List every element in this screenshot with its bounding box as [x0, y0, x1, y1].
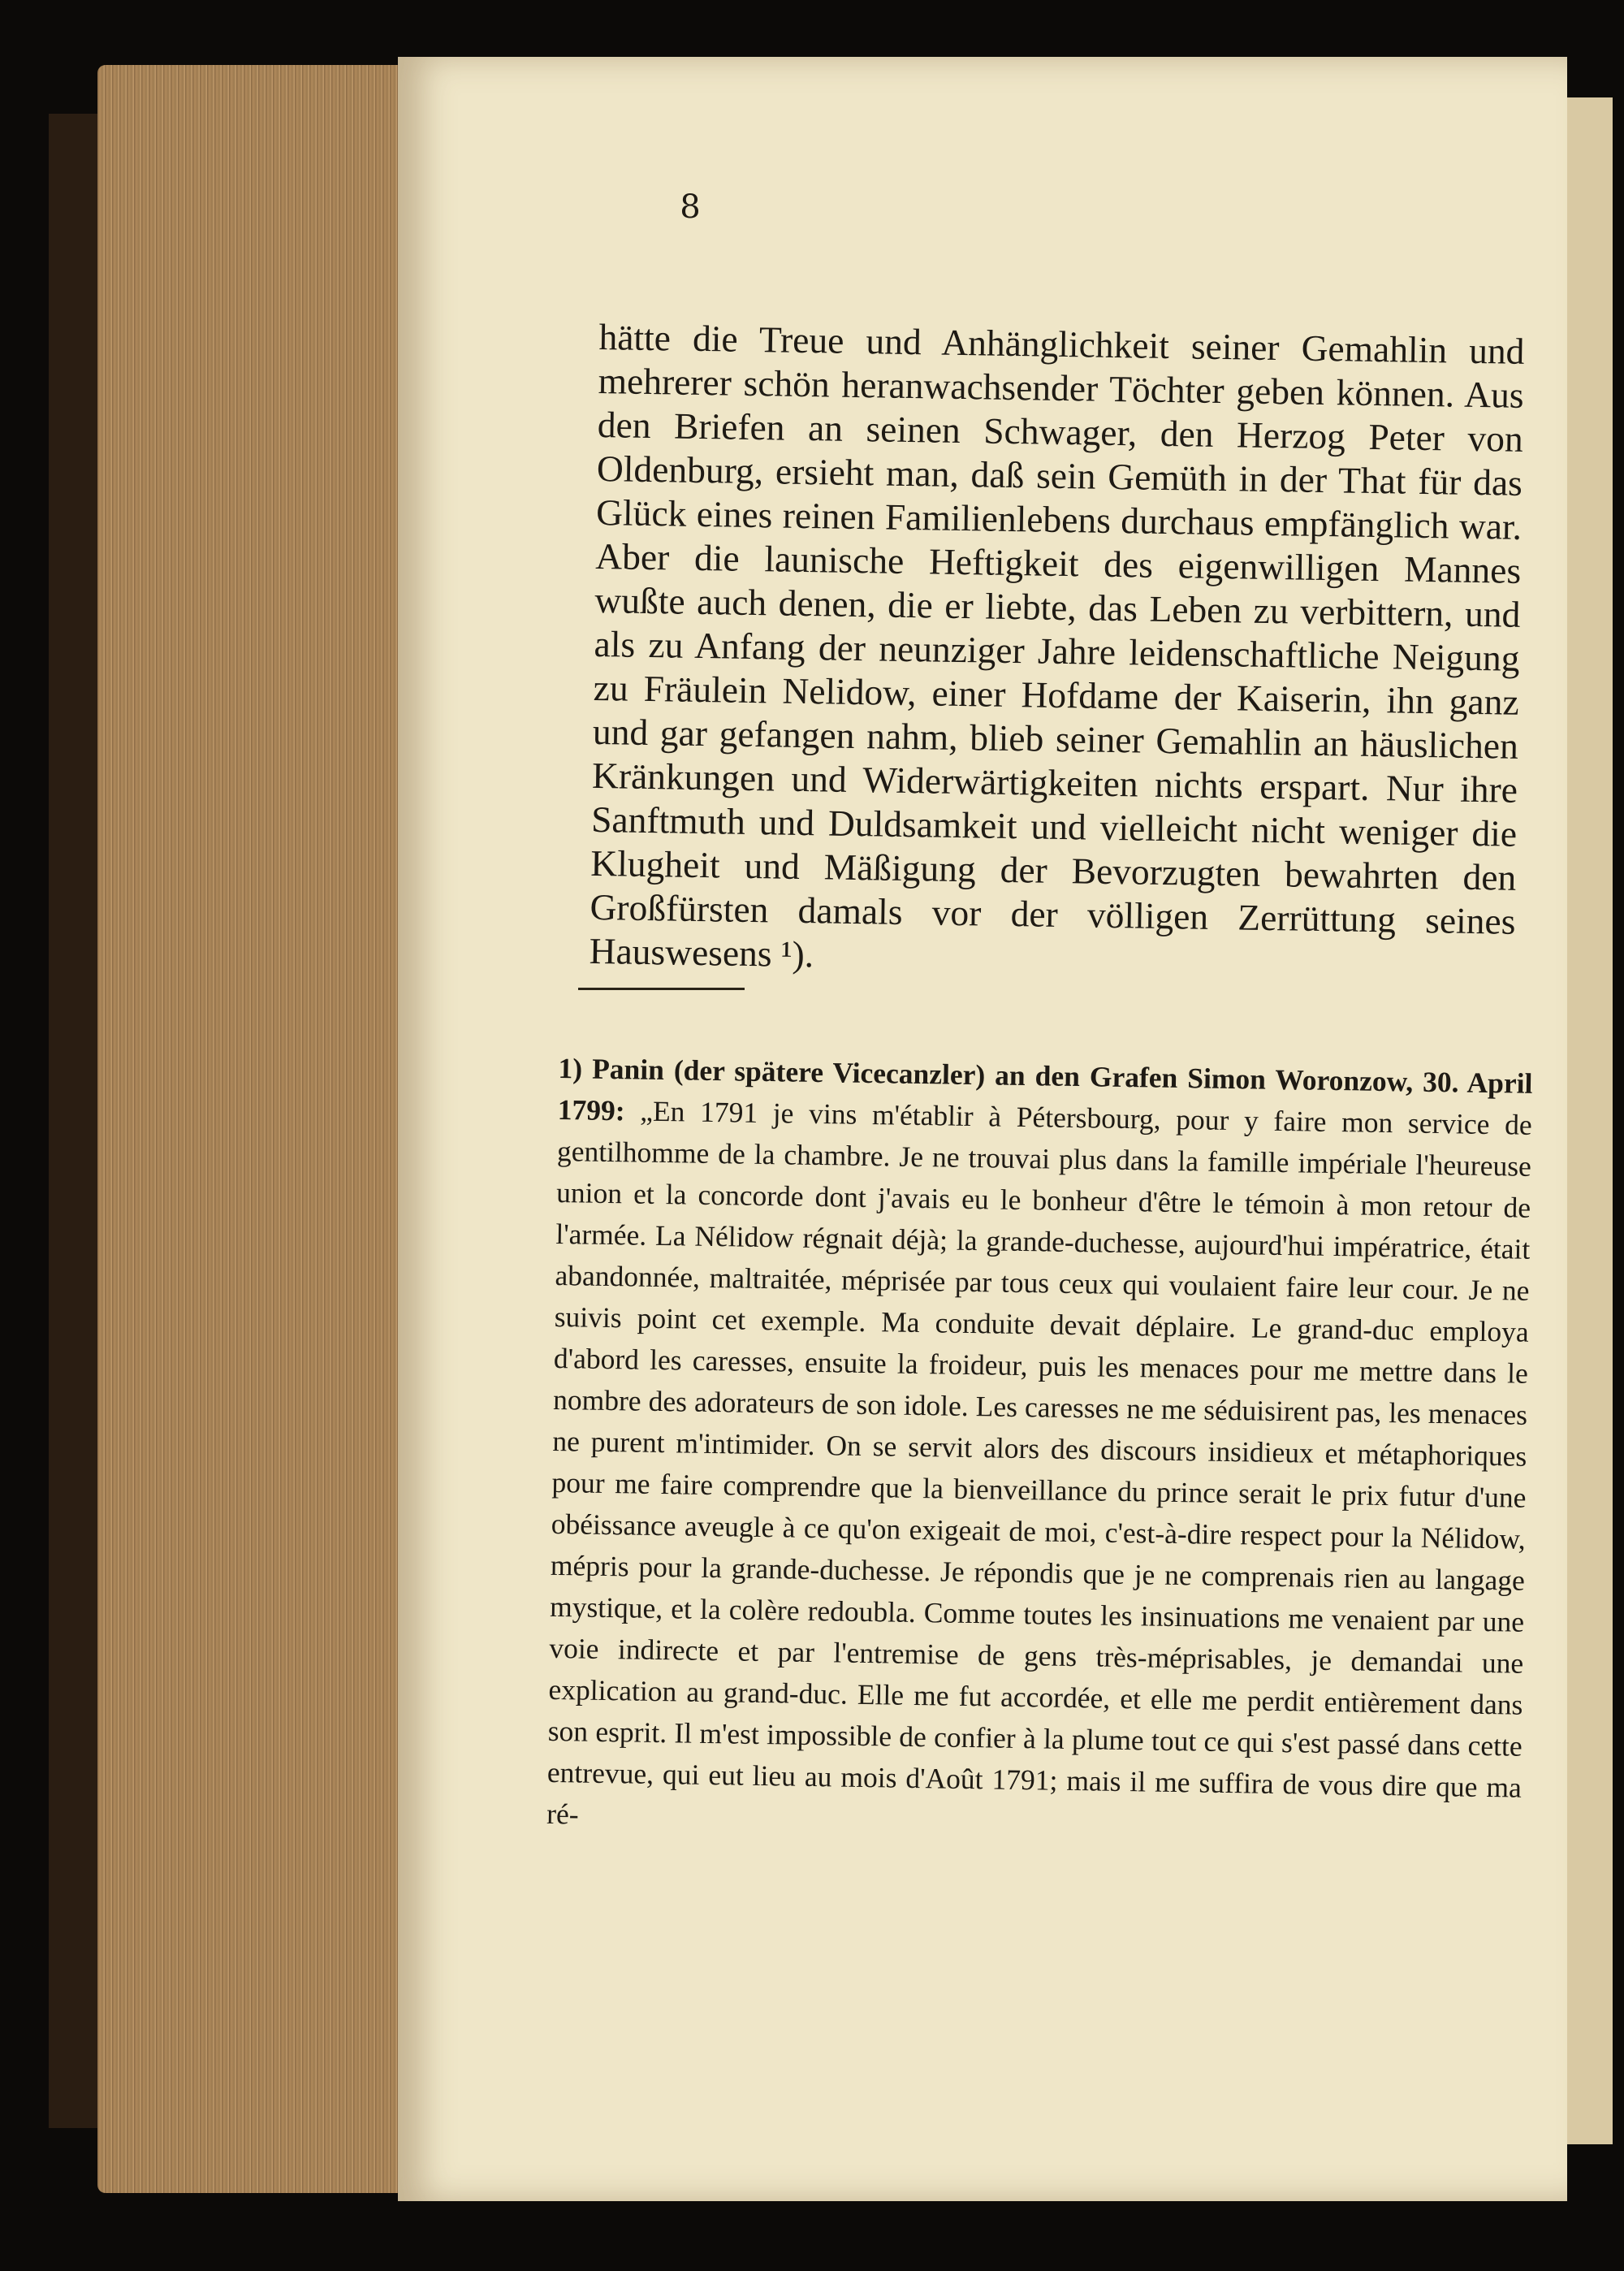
footnote-paragraph — [546, 1048, 1533, 1850]
footnote-divider — [578, 988, 745, 990]
footnote-text: „En 1791 je vins m'établir à Pétersbourg, pour y faire mon service de gentilhomme de la chambre. Je ne trouvai plus dans la famille impériale l'heureuse union et la concorde dont j'avais eu le bonheur d'être le témoin à mon retour de l'armée. La Nélidow régnait déjà; la grande-duchesse, aujourd'hui impératrice, était abandonnée, maltraitée, méprisée par tous ceux qui voulaient faire leur cour. Je ne suivis point cet exemple. Ma conduite devait déplaire. Le grand-duc employa d'abord les caresses, ensuite la froideur, puis les menaces pour me mettre dans le nombre des adorateurs de son idole. Les caresses ne me séduisirent pas, les menaces ne purent m'intimider. On se servit alors des discours insidieux et métaphoriques pour me faire comprendre que la bienveillance du prince serait le prix futur d'une obéissance aveugle à ce qu'on exigeait de moi, c'est-à-dire respect pour la Nélidow, mépris pour la grande-duchesse. Je répondis que je ne comprenais rien au langage mystique, et la colère redoubla. Comme toutes les insinuations me venaient par une voie indirecte et par l'entremise de gens très-méprisables, je demandai une explication au grand-duc. Elle me fut accordée, et elle me perdit entièrement dans son esprit. Il m'est impossible de confier à la plume tout ce qui s'est passé dans cette entrevue, qui eut lieu au mois d'Août 1791; mais il me suffira de vous dire que ma ré- — [546, 1094, 1532, 1831]
page-number: 8 — [680, 188, 701, 226]
footnote-lead: 1) Panin (der spätere Vicecanzler) an den Grafen Simon Woronzow, 30. April 1799: — [557, 1051, 1533, 1127]
footnote-block — [546, 1048, 1533, 1850]
page-edges — [97, 65, 406, 2193]
main-paragraph: hätte die Treue und Anhänglichkeit seiner Gemahlin und mehrerer schön heranwachsender Töchter geben können. Aus den Briefen an seinen Schwager, den Herzog Peter von Oldenburg, ersieht man, daß sein Gemüth in der That für das Glück eines reinen Familienlebens durchaus empfänglich war. Aber die launische Heftigkeit des eigenwilligen Mannes wußte auch denen, die er liebte, das Leben zu verbittern, und als zu Anfang der neunziger Jahre leidenschaftliche Neigung zu Fräulein Nelidow, einer Hofdame der Kaiserin, ihn ganz und gar gefangen nahm, blieb seiner Gemahlin an häuslichen Kränkungen und Widerwärtigkeiten nichts erspart. Nur ihre Sanftmuth und Duldsamkeit und vielleicht nicht weniger die Klugheit und Mäßigung der Bevorzugten bewahrten den Großfürsten damals vor der völligen Zerrüttung seines Hauswesens ¹). — [589, 315, 1525, 975]
main-text-block — [589, 315, 1525, 988]
